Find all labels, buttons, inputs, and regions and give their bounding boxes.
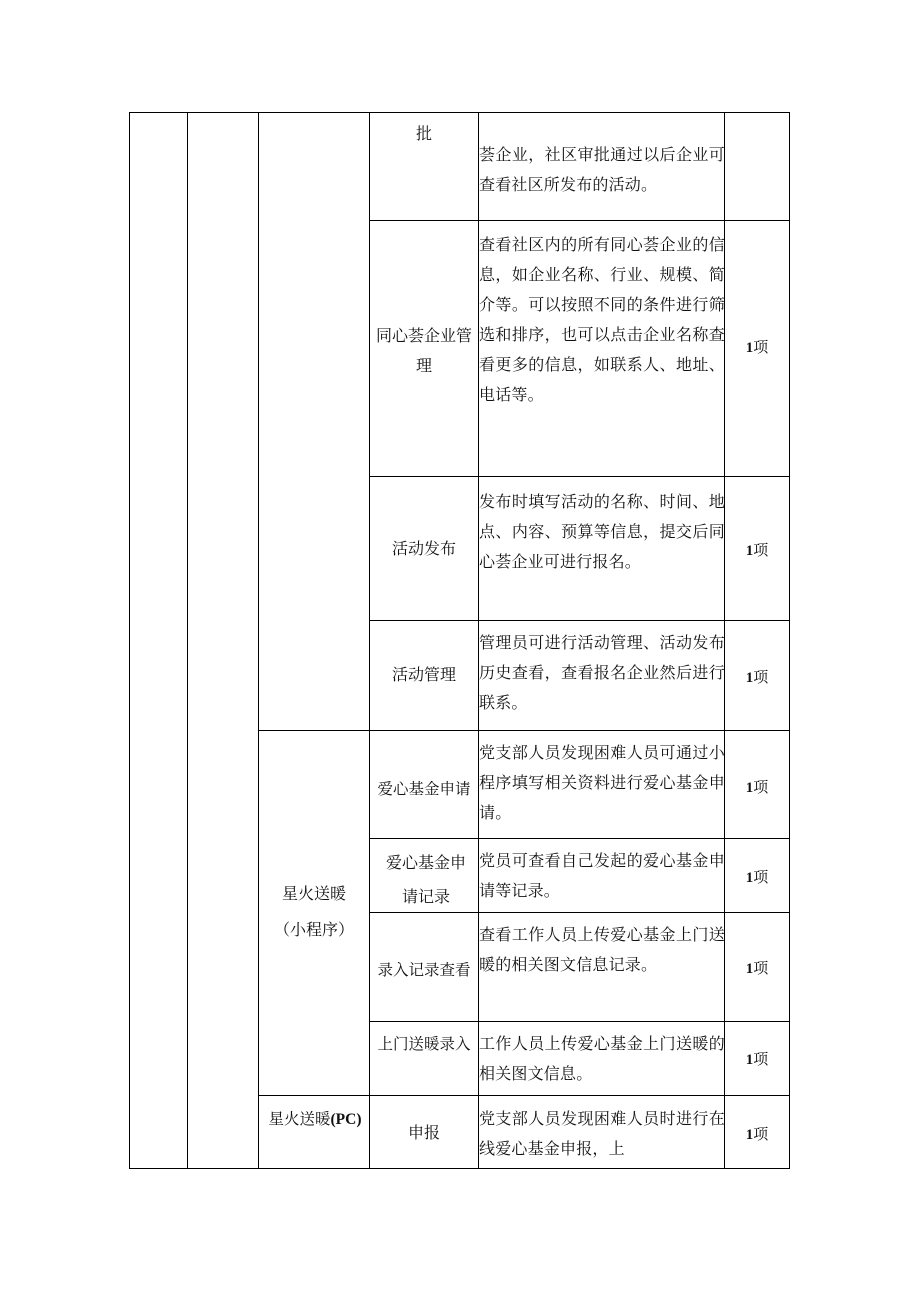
- function-description: 工作人员上传爱心基金上门送暖的相关图文信息。: [479, 1034, 725, 1083]
- function-description: 发布时填写活动的名称、时间、地点、内容、预算等信息，提交后同心荟企业可进行报名。: [479, 492, 725, 571]
- item-count: 1项: [745, 541, 769, 559]
- item-count: 1项: [745, 1050, 769, 1068]
- function-name: 同心荟企业管理: [375, 326, 472, 375]
- function-description: 党支部人员发现困难人员可通过小程序填写相关资料进行爱心基金申请。: [479, 743, 725, 822]
- group-label-suffix: （小程序）: [273, 920, 354, 939]
- group-pc: [262, 1104, 368, 1135]
- function-description: 查看社区内的所有同心荟企业的信息，如企业名称、行业、规模、简介等。可以按照不同的条件进行筛选和排序，也可以点击企业名称查看更多的信息，如联系人、地址、电话等。: [479, 235, 725, 404]
- function-name: 录入记录查看: [377, 961, 471, 979]
- group-label: 星火送暖: [281, 884, 346, 903]
- function-name: 活动管理: [391, 665, 456, 684]
- function-name: 活动发布: [391, 539, 456, 558]
- function-name: 上门送暖录入: [377, 1035, 471, 1053]
- item-count: 1项: [745, 338, 769, 356]
- function-name: 申报: [407, 1123, 440, 1142]
- function-description: 荟企业，社区审批通过以后企业可查看社区所发布的活动。: [479, 145, 725, 194]
- group-label: 星火送暖: [268, 1110, 331, 1128]
- function-description: 查看工作人员上传爱心基金上门送暖的相关图文信息记录。: [479, 925, 725, 974]
- function-name: 爱心基金申请: [377, 780, 471, 798]
- item-count: 1项: [745, 778, 769, 796]
- function-description: 管理员可进行活动管理、活动发布历史查看，查看报名企业然后进行联系。: [479, 633, 725, 712]
- function-description: 党支部人员发现困难人员时进行在线爱心基金申报，上: [479, 1109, 725, 1158]
- function-description: 党员可查看自己发起的爱心基金申请等记录。: [479, 851, 725, 900]
- function-name: 批: [415, 124, 432, 143]
- group-label-suffix: (PC): [330, 1111, 362, 1128]
- function-name: 爱心基金申请记录: [385, 853, 466, 906]
- item-count: 1项: [745, 668, 769, 686]
- item-count: 1项: [745, 1125, 769, 1143]
- item-count: 1项: [745, 868, 769, 886]
- item-count: 1项: [745, 959, 769, 977]
